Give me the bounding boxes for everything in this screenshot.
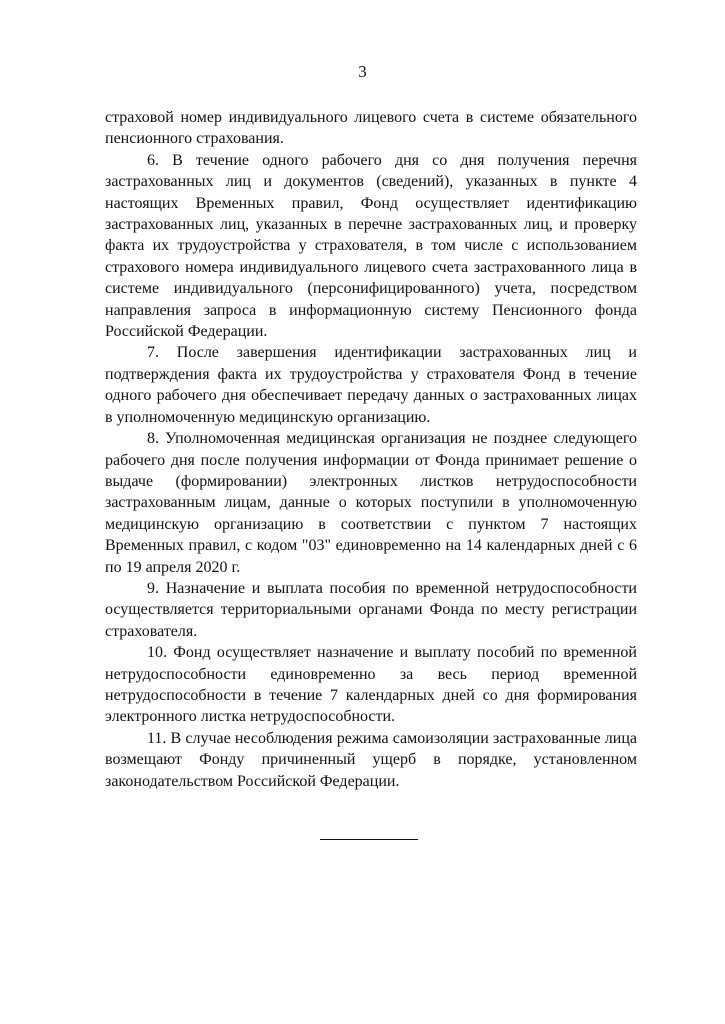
paragraph-6: 6. В течение одного рабочего дня со дня получения перечня застрахованных лиц и документов (сведений), указанных в пункте 4 настоящих Временных правил, Фонд осуществляет идентификацию застрахованных лиц, указанных в перечне застрахованных лиц, и проверку факта их трудоустройства у страхователя, в том числе с использованием страхового номера индивидуального лицевого счета застрахованного лица в системе индивидуального (персонифицированного) учета, посредством направления запроса в информационную систему Пенсионного фонда Российской Федерации.	[105, 151, 637, 341]
paragraph-9: 9. Назначение и выплата пособия по временной нетрудоспособности осуществляется территориальными органами Фонда по месту регистрации страхователя.	[105, 579, 637, 640]
paragraph-7: 7. После завершения идентификации застрахованных лиц и подтверждения факта их трудоустройства у страхователя Фонд в течение одного рабочего дня обеспечивает передачу данных о застрахованных лицах в уполномоченную медицинскую организацию.	[105, 344, 637, 426]
end-of-document-rule	[320, 839, 418, 840]
paragraph-continuation: страховой номер индивидуального лицевого счета в системе обязательного пенсионного страхования.	[105, 109, 637, 148]
document-body	[105, 107, 637, 792]
page-number: 3	[358, 62, 367, 81]
paragraph-8: 8. Уполномоченная медицинская организация не позднее следующего рабочего дня после получения информации от Фонда принимает решение о выдаче (формировании) электронных листков нетрудоспособности застрахованным лицам, данные о которых поступили в уполномоченную медицинскую организацию в соответствии с пунктом 7 настоящих Временных правил, с кодом "03" единовременно на 14 календарных дней с 6 по 19 апреля 2020 г.	[105, 430, 637, 576]
paragraph-11: 11. В случае несоблюдения режима самоизоляции застрахованные лица возмещают Фонду причиненный ущерб в порядке, установленном законодательством Российской Федерации.	[105, 729, 637, 790]
paragraph-10: 10. Фонд осуществляет назначение и выплату пособий по временной нетрудоспособности единовременно за весь период временной нетрудоспособности в течение 7 календарных дней со дня формирования электронного листка нетрудоспособности.	[105, 644, 637, 726]
